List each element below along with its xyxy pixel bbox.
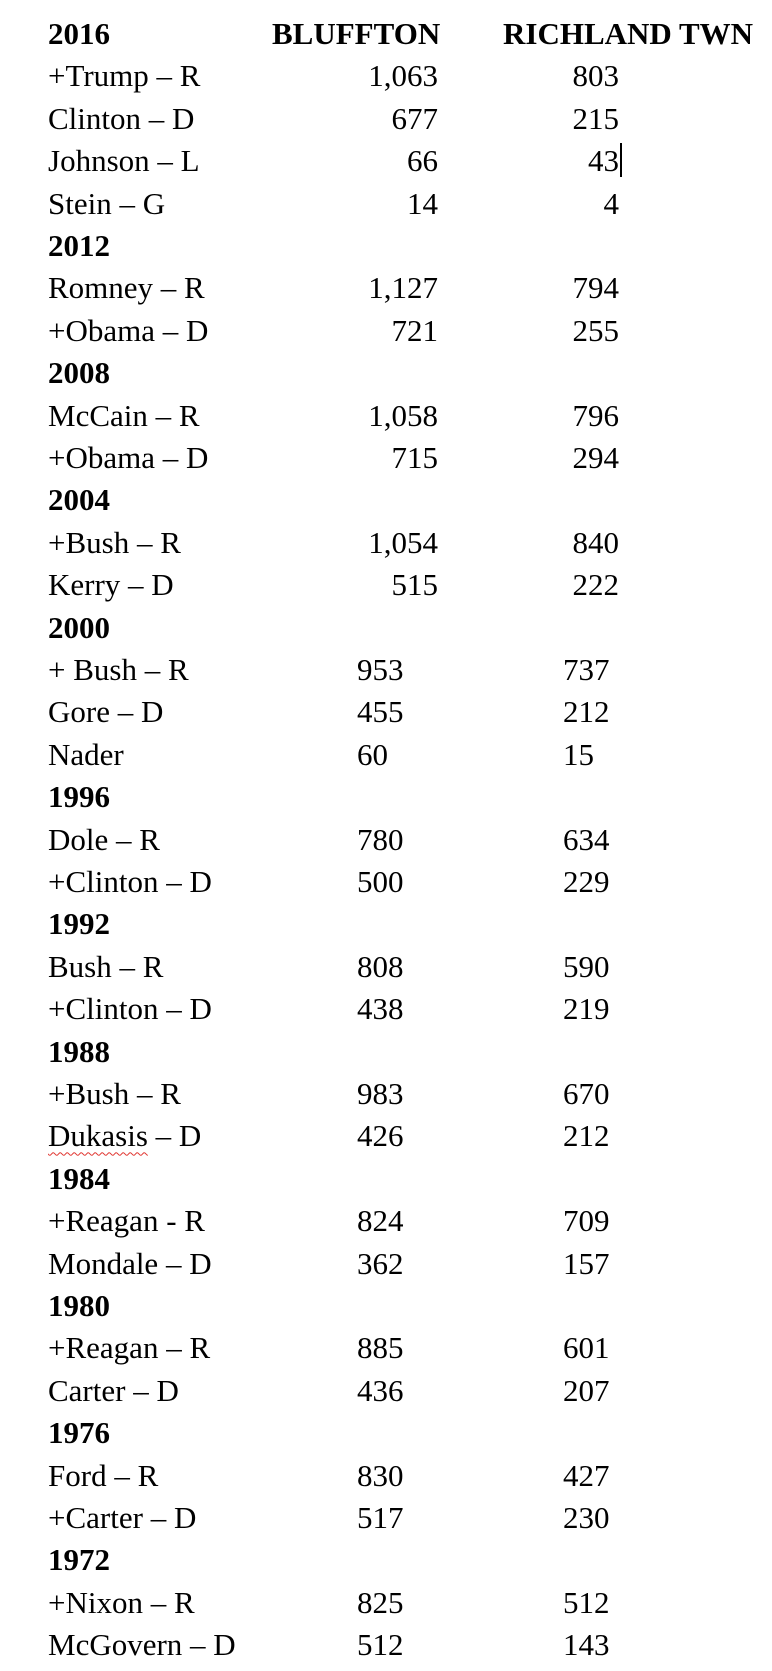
candidate-label: Dole – R — [48, 821, 160, 857]
year-heading: 1980 — [48, 1288, 110, 1323]
candidate-label: +Clinton – D — [48, 864, 212, 899]
richland-votes: 512 — [563, 1584, 610, 1620]
column-header-bluffton: BLUFFTON — [272, 16, 441, 51]
candidate-row — [0, 267, 772, 309]
bluffton-votes: 14 — [407, 185, 438, 221]
bluffton-votes: 1,054 — [368, 524, 438, 560]
candidate-row — [0, 1497, 772, 1539]
bluffton-votes: 500 — [357, 864, 404, 899]
candidate-label: Kerry – D — [48, 567, 174, 603]
candidate-label: Johnson – L — [48, 143, 200, 179]
bluffton-votes: 362 — [357, 1245, 404, 1281]
year-heading: 1972 — [48, 1542, 110, 1578]
candidate-label: +Bush – R — [48, 524, 181, 560]
candidate-label: +Carter – D — [48, 1500, 197, 1535]
bluffton-votes: 715 — [391, 440, 438, 475]
richland-votes: 15 — [563, 736, 594, 772]
richland-votes: 294 — [572, 440, 619, 475]
year-heading-row — [0, 1412, 772, 1454]
candidate-row — [0, 649, 772, 691]
candidate-label: Carter – D — [48, 1372, 179, 1408]
year-heading: 1992 — [48, 906, 110, 942]
richland-votes: 601 — [563, 1330, 610, 1366]
bluffton-votes: 60 — [357, 736, 388, 772]
candidate-row — [0, 691, 772, 733]
candidate-row — [0, 734, 772, 776]
year-heading-row — [0, 776, 772, 818]
richland-votes: 590 — [563, 948, 610, 984]
candidate-label: Clinton – D — [48, 100, 195, 136]
year-heading-row — [0, 903, 772, 945]
candidate-row — [0, 1582, 772, 1624]
richland-votes: 709 — [563, 1203, 610, 1239]
bluffton-votes: 66 — [407, 143, 438, 179]
year-heading-row — [0, 1031, 772, 1073]
richland-votes: 840 — [572, 524, 619, 560]
richland-votes: 427 — [563, 1457, 610, 1493]
year-heading: 1988 — [48, 1033, 110, 1069]
candidate-row — [0, 183, 772, 225]
bluffton-votes: 780 — [357, 821, 404, 857]
richland-votes: 670 — [563, 1076, 610, 1111]
candidate-row — [0, 1455, 772, 1497]
year-heading: 1984 — [48, 1160, 110, 1196]
year-heading: 2004 — [48, 482, 110, 518]
candidate-row — [0, 395, 772, 437]
bluffton-votes: 455 — [357, 694, 404, 730]
candidate-row — [0, 1624, 772, 1666]
year-heading: 1976 — [48, 1415, 110, 1451]
bluffton-votes: 983 — [357, 1076, 404, 1111]
candidate-label: +Obama – D — [48, 312, 209, 348]
bluffton-votes: 515 — [391, 567, 438, 603]
candidate-label: Bush – R — [48, 948, 164, 984]
bluffton-votes: 677 — [391, 100, 438, 136]
richland-votes: 219 — [563, 991, 610, 1027]
candidate-row — [0, 1073, 772, 1115]
bluffton-votes: 808 — [357, 948, 404, 984]
candidate-row — [0, 1200, 772, 1242]
candidate-row — [0, 98, 772, 140]
richland-votes: 157 — [563, 1245, 610, 1281]
bluffton-votes: 426 — [357, 1118, 404, 1154]
richland-votes: 143 — [563, 1627, 610, 1663]
richland-votes: 803 — [572, 58, 619, 94]
bluffton-votes: 830 — [357, 1457, 404, 1493]
bluffton-votes: 512 — [357, 1627, 404, 1663]
bluffton-votes: 824 — [357, 1203, 404, 1239]
candidate-row — [0, 946, 772, 988]
bluffton-votes: 885 — [357, 1330, 404, 1366]
candidate-label: Ford – R — [48, 1457, 159, 1493]
year-heading: 2000 — [48, 609, 110, 645]
candidate-label: +Reagan - R — [48, 1203, 205, 1239]
bluffton-votes: 1,127 — [368, 270, 438, 306]
year-heading: 2008 — [48, 355, 110, 391]
candidate-label: + Bush – R — [48, 652, 189, 687]
richland-votes: 737 — [563, 652, 610, 687]
candidate-row — [0, 861, 772, 903]
candidate-label: McGovern – D — [48, 1627, 236, 1663]
candidate-row — [0, 1243, 772, 1285]
bluffton-votes: 953 — [357, 652, 404, 687]
candidate-label: +Trump – R — [48, 58, 201, 94]
richland-votes: 222 — [572, 567, 619, 603]
year-heading-row — [0, 1158, 772, 1200]
year-heading-row — [0, 607, 772, 649]
bluffton-votes: 1,063 — [368, 58, 438, 94]
candidate-label: +Clinton – D — [48, 991, 212, 1027]
richland-votes: 794 — [572, 270, 619, 306]
richland-votes: 796 — [572, 397, 619, 433]
candidate-row — [0, 522, 772, 564]
candidate-label: Dukasis – D — [48, 1118, 202, 1154]
candidate-label: Gore – D — [48, 694, 164, 730]
candidate-label: Romney – R — [48, 270, 205, 306]
column-header-richland-twn: RICHLAND TWN — [503, 16, 754, 51]
bluffton-votes: 721 — [391, 312, 438, 348]
richland-votes: 207 — [563, 1372, 610, 1408]
candidate-row — [0, 140, 772, 182]
candidate-row — [0, 988, 772, 1030]
candidate-label: Nader — [48, 736, 124, 772]
year-heading: 2012 — [48, 228, 110, 263]
bluffton-votes: 517 — [357, 1500, 404, 1535]
bluffton-votes: 438 — [357, 991, 404, 1027]
richland-votes: 212 — [563, 1118, 610, 1154]
candidate-label: +Nixon – R — [48, 1584, 195, 1620]
candidate-row — [0, 310, 772, 352]
year-heading-row — [0, 352, 772, 394]
candidate-row — [0, 437, 772, 479]
richland-votes: 229 — [563, 864, 610, 899]
year-heading: 2016 — [48, 16, 110, 51]
bluffton-votes: 1,058 — [368, 397, 438, 433]
spellcheck-underline: Dukasis — [48, 1118, 148, 1154]
richland-votes: 43 — [588, 140, 622, 182]
year-heading-row — [0, 479, 772, 521]
header-row — [0, 13, 772, 55]
candidate-row — [0, 564, 772, 606]
year-heading: 1996 — [48, 779, 110, 815]
richland-votes: 215 — [572, 100, 619, 136]
bluffton-votes: 825 — [357, 1584, 404, 1620]
year-heading-row — [0, 1285, 772, 1327]
bluffton-votes: 436 — [357, 1372, 404, 1408]
candidate-row — [0, 55, 772, 97]
candidate-label: +Obama – D — [48, 440, 209, 475]
richland-votes: 212 — [563, 694, 610, 730]
year-heading-row — [0, 1539, 772, 1581]
richland-votes: 255 — [572, 312, 619, 348]
richland-votes: 634 — [563, 821, 610, 857]
candidate-label: McCain – R — [48, 397, 200, 433]
candidate-label: Mondale – D — [48, 1245, 212, 1281]
text-cursor — [620, 143, 622, 177]
richland-votes: 230 — [563, 1500, 610, 1535]
year-heading-row — [0, 225, 772, 267]
candidate-label: +Bush – R — [48, 1076, 181, 1111]
candidate-row — [0, 1115, 772, 1157]
candidate-row — [0, 1327, 772, 1369]
candidate-label: +Reagan – R — [48, 1330, 211, 1366]
richland-votes: 4 — [603, 185, 619, 221]
candidate-row — [0, 1370, 772, 1412]
candidate-row — [0, 819, 772, 861]
candidate-label: Stein – G — [48, 185, 166, 221]
